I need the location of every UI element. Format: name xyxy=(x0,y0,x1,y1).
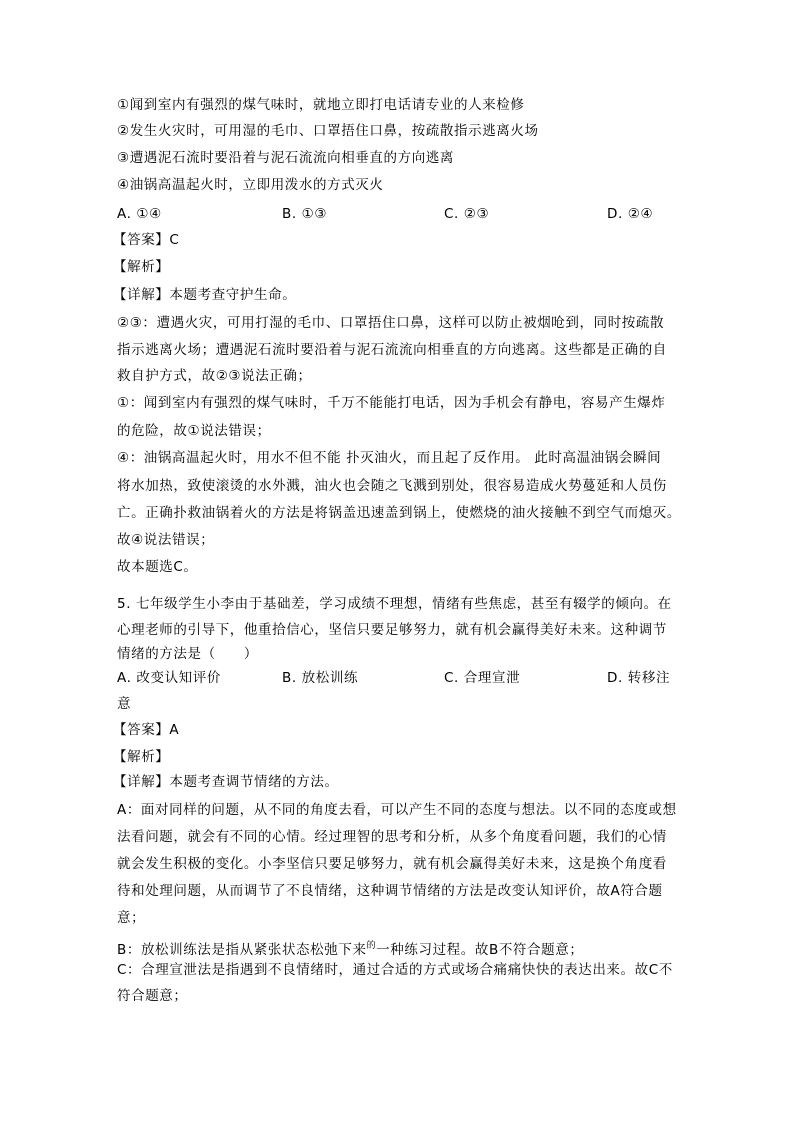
q5-option-d: D. 转移注 xyxy=(607,670,671,686)
q5-stem-line: 5. 七年级学生小李由于基础差，学习成绩不理想，情绪有些焦虑，甚至有辍学的倾向。在 xyxy=(117,596,672,612)
q4-detail-line: 故④说法错误； xyxy=(117,532,215,548)
q4-detail-line: ②③：遭遇火灾，可用打湿的毛巾、口罩捂住口鼻，这样可以防止被烟呛到，同时按疏散 xyxy=(117,315,665,331)
statement-3: ③遭遇泥石流时要沿着与泥石流流向相垂直的方向逃离 xyxy=(117,150,455,166)
q4-option-a: A. ①④ xyxy=(117,206,162,222)
q5-option-b-explanation xyxy=(117,937,583,959)
q4-option-b: B. ①③ xyxy=(282,206,328,222)
q4-answer: 【答案】C xyxy=(113,232,180,248)
q5-detail-line: 【详解】本题考查调节情绪的方法。 xyxy=(113,774,339,790)
b-text-post: 一种练习过程。故B不符合题意； xyxy=(376,942,584,958)
q5-detail-line: 法看问题，就会有不同的心情。经过理智的思考和分析，从多个角度看问题，我们的心情 xyxy=(117,829,667,845)
q4-detail-line: 将水加热，致使滚烫的水外溅，油火也会随之飞溅到别处，很容易造成火势蔓延和人员伤 xyxy=(117,478,667,494)
q5-detail-line: 意； xyxy=(117,910,146,926)
q5-detail-line: A：面对同样的问题，从不同的角度去看，可以产生不同的态度与想法。以不同的态度或想 xyxy=(117,802,677,818)
q4-detail-line: ④：油锅高温起火时，用水不但不能 扑灭油火，而且起了反作用。 此时高温油锅会瞬间 xyxy=(117,450,662,466)
q5-answer: 【答案】A xyxy=(113,722,180,738)
q5-detail-line: 就会发生积极的变化。小李坚信只要足够努力，就有机会赢得美好未来，这是换个角度看 xyxy=(117,856,667,872)
q5-option-b: B. 放松训练 xyxy=(282,670,359,686)
q5-option-a: A. 改变认知评价 xyxy=(117,670,221,686)
b-text-pre: B：放松训练法是指从紧张状态松弛下来 xyxy=(117,942,367,958)
q5-option-c-explanation: C：合理宣泄法是指遇到不良情绪时，通过合适的方式或场合痛痛快快的表达出来。故C不 xyxy=(117,962,673,978)
q4-detail-line: 救自护方式，故②③说法正确； xyxy=(117,368,312,384)
q5-option-c-explanation: 符合题意； xyxy=(117,988,188,1004)
statement-1: ①闻到室内有强烈的煤气味时，就地立即打电话请专业的人来检修 xyxy=(117,97,525,113)
q5-analysis-label: 【解析】 xyxy=(113,749,170,765)
q4-option-d: D. ②④ xyxy=(607,206,654,222)
q4-detail-line: ①：闻到室内有强烈的煤气味时，千万不能能打电话，因为手机会有静电，容易产生爆炸 xyxy=(117,395,666,411)
q5-detail-line: 待和处理问题，从而调节了不良情绪，这种调节情绪的方法是改变认知评价，故A符合题 xyxy=(117,883,663,899)
q4-detail-line: 的危险，故①说法错误； xyxy=(117,423,271,439)
statement-4: ④油锅高温起火时，立即用泼水的方式灭火 xyxy=(117,177,384,193)
statement-2: ②发生火灾时，可用湿的毛巾、口罩捂住口鼻，按疏散指示逃离火场 xyxy=(117,123,539,139)
q5-stem-line: 心理老师的引导下，他重拾信心，坚信只要足够努力，就有机会赢得美好未来。这种调节 xyxy=(117,622,667,638)
q4-detail-line: 指示逃离火场；遭遇泥石流时要沿着与泥石流流向相垂直的方向逃离。这些都是正确的自 xyxy=(117,342,667,358)
q4-detail-line: 【详解】本题考查守护生命。 xyxy=(113,287,297,303)
q4-analysis-label: 【解析】 xyxy=(113,259,170,275)
q5-option-d-wrap: 意 xyxy=(117,696,132,712)
q5-stem-line: 情绪的方法是（ ） xyxy=(117,646,258,662)
q4-detail-line: 故本题选C。 xyxy=(117,559,198,575)
b-text-sup: 的 xyxy=(366,941,377,951)
q4-option-c: C. ②③ xyxy=(444,206,490,222)
q5-option-c: C. 合理宣泄 xyxy=(444,670,521,686)
q4-detail-line: 亡。正确扑救油锅着火的方法是将锅盖迅速盖到锅上，使燃烧的油火接触不到空气而熄灭。 xyxy=(117,505,681,521)
